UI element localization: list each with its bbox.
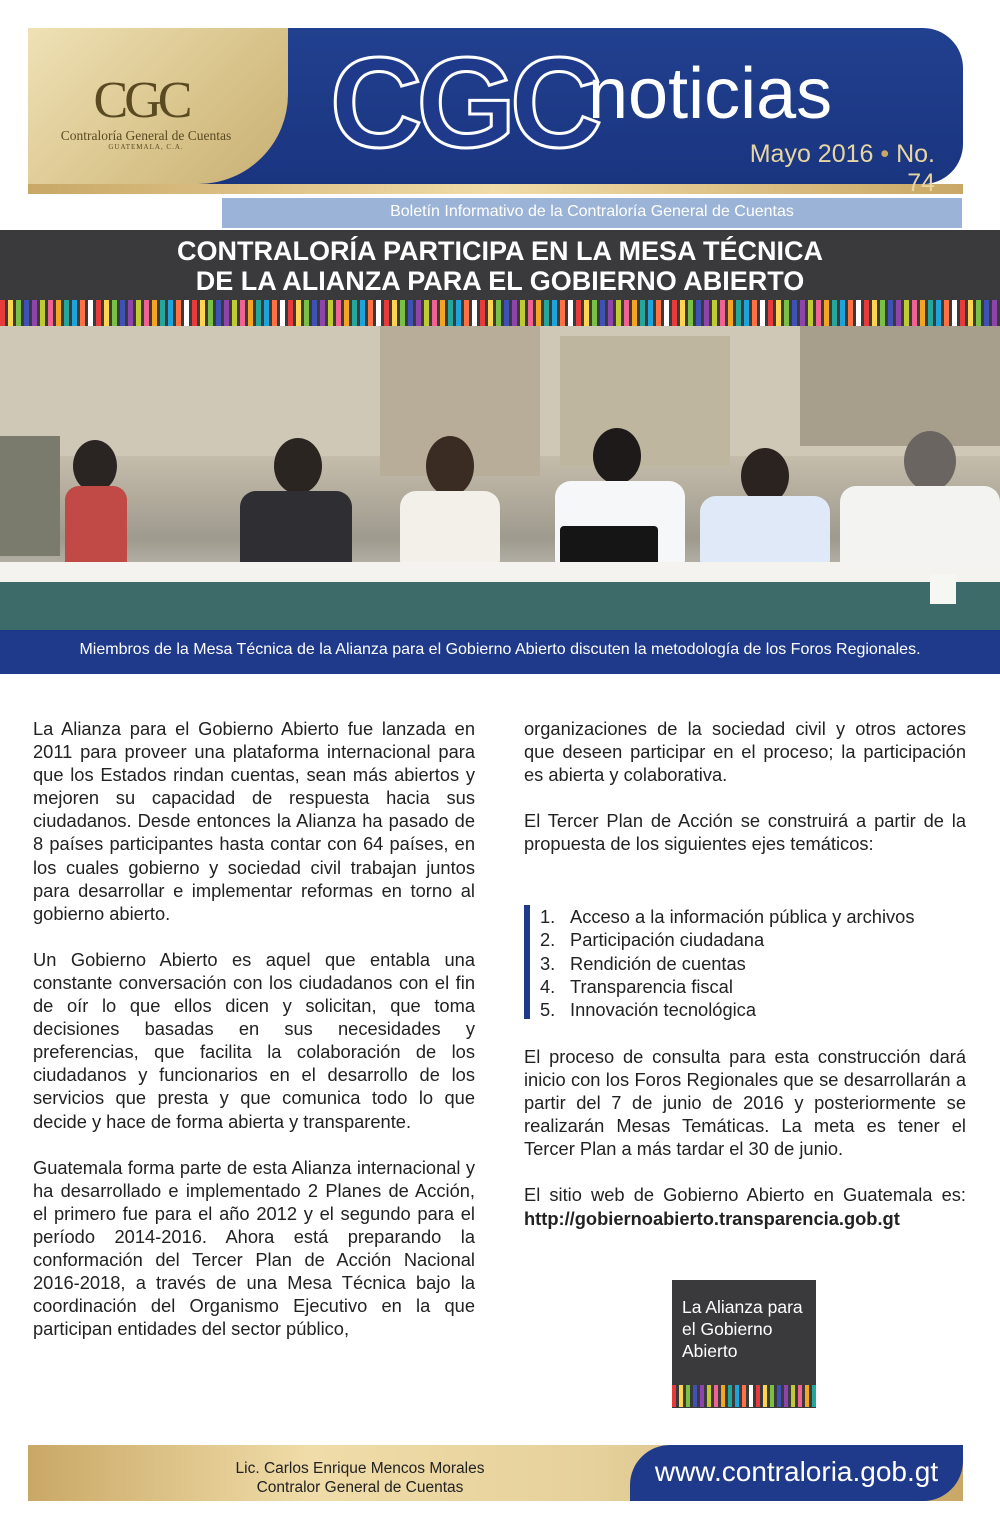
stripe-segment <box>696 300 701 326</box>
open-government-logo-text <box>682 1296 812 1362</box>
stripe-segment <box>408 300 413 326</box>
stripe-segment <box>544 300 549 326</box>
stripe-segment <box>784 1385 788 1407</box>
stripe-segment <box>798 1385 802 1407</box>
stripe-segment <box>336 300 341 326</box>
stripe-segment <box>928 300 933 326</box>
stripe-segment <box>208 300 213 326</box>
stripe-segment <box>777 1385 781 1407</box>
stripe-segment <box>152 300 157 326</box>
stripe-segment <box>40 300 45 326</box>
stripe-segment <box>920 300 925 326</box>
paragraph: El Tercer Plan de Acción se construirá a partir de la propuesta de los siguientes ejes temáticos: <box>524 810 966 855</box>
stripe-segment <box>416 300 421 326</box>
thematic-axes-list <box>540 905 980 1021</box>
headline <box>0 236 1000 296</box>
stripe-segment <box>120 300 125 326</box>
stripe-segment <box>432 300 437 326</box>
stripe-segment <box>200 300 205 326</box>
list-number: 3. <box>540 952 556 974</box>
stripe-segment <box>56 300 61 326</box>
list-number: 2. <box>540 929 556 951</box>
multicolor-stripe <box>0 300 1000 326</box>
stripe-segment <box>552 300 557 326</box>
stripe-segment <box>584 300 589 326</box>
stripe-segment <box>679 1385 683 1407</box>
logo-location: GUATEMALA, C.A. <box>108 143 184 151</box>
stripe-segment <box>756 1385 760 1407</box>
stripe-segment <box>763 1385 767 1407</box>
stripe-segment <box>384 300 389 326</box>
list-label: Participación ciudadana <box>570 929 765 951</box>
stripe-segment <box>224 300 229 326</box>
stripe-segment <box>136 300 141 326</box>
stripe-segment <box>216 300 221 326</box>
stripe-segment <box>912 300 917 326</box>
stripe-segment <box>672 1385 676 1407</box>
stripe-segment <box>896 300 901 326</box>
stripe-segment <box>816 300 821 326</box>
stripe-segment <box>240 300 245 326</box>
stripe-segment <box>32 300 37 326</box>
issue-month: Mayo 2016 <box>749 140 874 168</box>
stripe-segment <box>232 300 237 326</box>
stripe-segment <box>792 300 797 326</box>
stripe-segment <box>952 300 957 326</box>
stripe-segment <box>448 300 453 326</box>
list-number: 4. <box>540 975 556 997</box>
stripe-segment <box>760 300 765 326</box>
list-item <box>540 905 980 928</box>
stripe-segment <box>328 300 333 326</box>
stripe-segment <box>784 300 789 326</box>
stripe-segment <box>8 300 13 326</box>
stripe-segment <box>160 300 165 326</box>
stripe-segment <box>728 300 733 326</box>
comptroller-name: Lic. Carlos Enrique Mencos Morales <box>235 1460 485 1477</box>
stripe-segment <box>656 300 661 326</box>
stripe-segment <box>688 300 693 326</box>
stripe-segment <box>88 300 93 326</box>
stripe-segment <box>520 300 525 326</box>
stripe-segment <box>24 300 29 326</box>
stripe-segment <box>592 300 597 326</box>
stripe-segment <box>700 1385 704 1407</box>
stripe-segment <box>640 300 645 326</box>
stripe-segment <box>256 300 261 326</box>
stripe-segment <box>248 300 253 326</box>
brand-noticias: noticias <box>588 54 833 134</box>
stripe-segment <box>693 1385 697 1407</box>
list-number: 5. <box>540 999 556 1021</box>
list-item <box>540 928 980 951</box>
stripe-segment <box>344 300 349 326</box>
stripe-segment <box>96 300 101 326</box>
stripe-segment <box>664 300 669 326</box>
logo-institution-name: Contraloría General de Cuentas <box>60 128 232 143</box>
stripe-segment <box>72 300 77 326</box>
cgc-logo-mark: CGC <box>93 72 189 129</box>
issue-separator: • <box>880 140 890 168</box>
list-item <box>540 975 980 998</box>
stripe-segment <box>352 300 357 326</box>
stripe-segment <box>735 1385 739 1407</box>
stripe-segment <box>176 300 181 326</box>
photo-caption: Miembros de la Mesa Técnica de la Alianza para el Gobierno Abierto discuten la metodología de los Foros Regionales. <box>79 641 921 658</box>
stripe-segment <box>736 300 741 326</box>
stripe-segment <box>360 300 365 326</box>
stripe-segment <box>272 300 277 326</box>
stripe-segment <box>992 300 997 326</box>
stripe-segment <box>368 300 373 326</box>
stripe-segment <box>832 300 837 326</box>
paragraph: Guatemala forma parte de esta Alianza internacional y ha desarrollado e implementado 2 Planes de Acción, el primero fue para el año 2012 y el segundo para el período 2014-2016. Ahora está preparando la conformación del Tercer Plan de Acción Nacional 2016-2018, a través de una Mesa Técnica bajo la coordinación del Organismo Ejecutivo en la que participan entidades del sector público, <box>33 1156 475 1340</box>
stripe-segment <box>968 300 973 326</box>
stripe-segment <box>848 300 853 326</box>
stripe-segment <box>184 300 189 326</box>
stripe-segment <box>464 300 469 326</box>
stripe-segment <box>944 300 949 326</box>
stripe-segment <box>742 1385 746 1407</box>
list-item <box>540 998 980 1021</box>
stripe-segment <box>720 300 725 326</box>
stripe-segment <box>512 300 517 326</box>
stripe-segment <box>808 300 813 326</box>
headline-line-1: CONTRALORÍA PARTICIPA EN LA MESA TÉCNICA <box>177 236 823 266</box>
stripe-segment <box>80 300 85 326</box>
stripe-segment <box>791 1385 795 1407</box>
stripe-segment <box>768 300 773 326</box>
logo-multicolor-stripe <box>672 1385 816 1407</box>
stripe-segment <box>904 300 909 326</box>
stripe-segment <box>672 300 677 326</box>
logo-text-line: Abierto <box>682 1341 738 1361</box>
stripe-segment <box>714 1385 718 1407</box>
stripe-segment <box>704 300 709 326</box>
stripe-segment <box>856 300 861 326</box>
stripe-segment <box>960 300 965 326</box>
stripe-segment <box>536 300 541 326</box>
stripe-segment <box>616 300 621 326</box>
stripe-segment <box>296 300 301 326</box>
stripe-segment <box>776 300 781 326</box>
stripe-segment <box>576 300 581 326</box>
stripe-segment <box>749 1385 753 1407</box>
stripe-segment <box>312 300 317 326</box>
stripe-segment <box>264 300 269 326</box>
list-label: Rendición de cuentas <box>570 952 746 974</box>
article-right-column <box>524 717 966 878</box>
article-left-column <box>33 717 475 1363</box>
list-label: Acceso a la información pública y archivos <box>570 906 915 927</box>
stripe-segment <box>812 1385 816 1407</box>
issue-info <box>720 140 935 198</box>
stripe-segment <box>128 300 133 326</box>
stripe-segment <box>872 300 877 326</box>
stripe-segment <box>707 1385 711 1407</box>
list-accent-bar <box>524 905 530 1019</box>
stripe-segment <box>770 1385 774 1407</box>
logo-text-line: La Alianza para <box>682 1297 803 1317</box>
stripe-segment <box>600 300 605 326</box>
list-item <box>540 952 980 975</box>
stripe-segment <box>168 300 173 326</box>
stripe-segment <box>472 300 477 326</box>
website-url[interactable]: www.contraloria.gob.gt <box>654 1456 939 1487</box>
stripe-segment <box>624 300 629 326</box>
stripe-segment <box>440 300 445 326</box>
bulletin-subtitle: Boletín Informativo de la Contraloría General de Cuentas <box>390 203 794 220</box>
logo-text-line: el Gobierno <box>682 1319 773 1339</box>
issue-number: No. 74 <box>896 140 935 197</box>
stripe-segment <box>496 300 501 326</box>
stripe-segment <box>880 300 885 326</box>
website-link[interactable]: http://gobiernoabierto.transparencia.gob.gt <box>524 1207 900 1229</box>
paragraph: El proceso de consulta para esta construcción dará inicio con los Foros Regionales que se desarrollarán a partir del 7 de junio de 2016 y posteriormente se realizarán Mesas Temáticas. La meta es tener el Tercer Plan a más tardar el 30 de junio. <box>524 1046 966 1160</box>
stripe-segment <box>504 300 509 326</box>
stripe-segment <box>144 300 149 326</box>
stripe-segment <box>712 300 717 326</box>
stripe-segment <box>936 300 941 326</box>
stripe-segment <box>48 300 53 326</box>
stripe-segment <box>608 300 613 326</box>
brand-cgc: CGC <box>330 32 597 175</box>
paragraph: Un Gobierno Abierto es aquel que entabla una constante conversación con los ciudadanos con el fin de oír lo que ellos dicen y solicitan, que toma decisiones basadas en sus necesidades y preferencias, que facilita la colaboración de los ciudadanos y funcionarios en el desarrollo de los servicios que presta y que comunica todo lo que decide y hace de forma abierta y transparente. <box>33 948 475 1132</box>
stripe-segment <box>744 300 749 326</box>
stripe-segment <box>392 300 397 326</box>
stripe-segment <box>721 1385 725 1407</box>
list-number: 1. <box>540 906 556 927</box>
stripe-segment <box>528 300 533 326</box>
stripe-segment <box>984 300 989 326</box>
list-label: Transparencia fiscal <box>570 975 733 997</box>
stripe-segment <box>686 1385 690 1407</box>
stripe-segment <box>112 300 117 326</box>
stripe-segment <box>480 300 485 326</box>
comptroller-role: Contralor General de Cuentas <box>256 1479 464 1496</box>
website-lead: El sitio web de Gobierno Abierto en Guatemala es: <box>524 1184 966 1206</box>
stripe-segment <box>456 300 461 326</box>
stripe-segment <box>680 300 685 326</box>
stripe-segment <box>376 300 381 326</box>
stripe-segment <box>16 300 21 326</box>
stripe-segment <box>864 300 869 326</box>
paragraph: La Alianza para el Gobierno Abierto fue lanzada en 2011 para proveer una plataforma internacional para que los Estados rindan cuentas, sean más abiertos y mejoren su capacidad de respuesta hacia sus ciudadanos. Desde entonces la Alianza ha pasado de 8 países participantes hasta contar con 64 países, en los cuales gobierno y sociedad civil trabajan juntos para desarrollar e implementar reformas en torno al gobierno abierto. <box>33 718 475 924</box>
stripe-segment <box>280 300 285 326</box>
stripe-segment <box>840 300 845 326</box>
stripe-segment <box>320 300 325 326</box>
stripe-segment <box>568 300 573 326</box>
stripe-segment <box>0 300 5 326</box>
stripe-segment <box>752 300 757 326</box>
stripe-segment <box>304 300 309 326</box>
stripe-segment <box>888 300 893 326</box>
list-label: Innovación tecnológica <box>570 999 756 1021</box>
stripe-segment <box>104 300 109 326</box>
stripe-segment <box>192 300 197 326</box>
paragraph-website <box>524 1183 966 1229</box>
stripe-segment <box>648 300 653 326</box>
stripe-segment <box>805 1385 809 1407</box>
stripe-segment <box>824 300 829 326</box>
stripe-segment <box>288 300 293 326</box>
headline-line-2: DE LA ALIANZA PARA EL GOBIERNO ABIERTO <box>195 266 805 296</box>
stripe-segment <box>424 300 429 326</box>
stripe-segment <box>800 300 805 326</box>
stripe-segment <box>560 300 565 326</box>
stripe-segment <box>632 300 637 326</box>
stripe-segment <box>488 300 493 326</box>
meeting-photo <box>0 326 1000 630</box>
paragraph: organizaciones de la sociedad civil y otros actores que deseen participar en el proceso; la participación es abierta y colaborativa. <box>524 718 966 786</box>
stripe-segment <box>728 1385 732 1407</box>
article-right-column-continued <box>524 1045 966 1253</box>
meeting-photo-illustration <box>0 326 1000 630</box>
stripe-segment <box>64 300 69 326</box>
stripe-segment <box>976 300 981 326</box>
stripe-segment <box>400 300 405 326</box>
